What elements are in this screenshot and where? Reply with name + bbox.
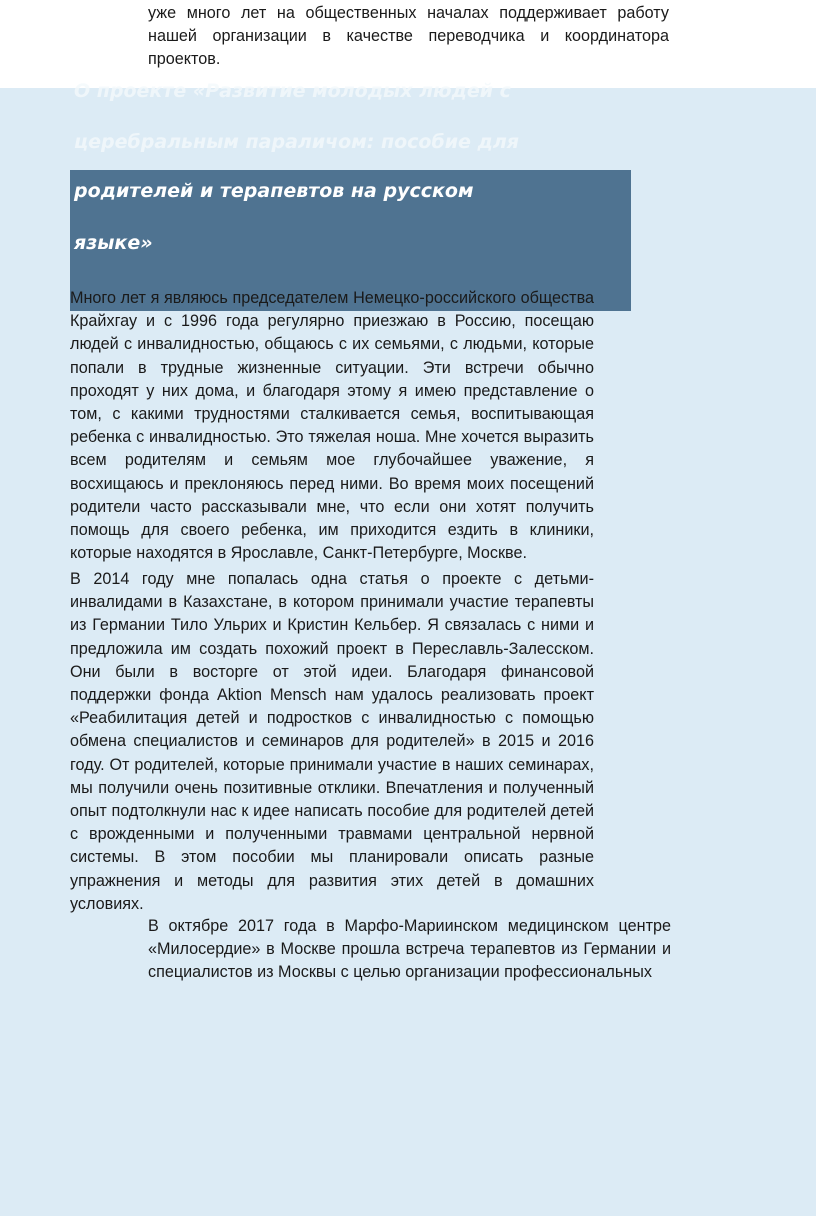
title-line-1: О проекте «Развитие молодых людей с <box>74 80 511 102</box>
title-line-2: церебральным параличом: пособие для <box>74 131 520 153</box>
body-paragraph-3: В октябре 2017 года в Марфо-Мариинском медицинском центре «Милосердие» в Москве прошла встреча терапевтов из Германии и специалистов из Москвы с целью организации профессиональных <box>148 917 671 982</box>
body-paragraph-1: Много лет я являюсь председателем Немецко-российского общества Крайхгау и с 1996 года регулярно приезжаю в Россию, посещаю людей с инвалидностью, общаюсь с их семьями, с людьми, которые попали в трудные жизненные ситуации. Эти встречи обычно проходят у них дома, и благодаря этому я имею представление о том, с какими трудностями сталкивается семья, воспитывающая ребенка с инвалидностью. Это тяжелая ноша. Мне хочется выразить всем родителям и семьям мое глубочайшее уважение, я восхищаюсь и преклоняюсь перед ними. Во время моих посещений родители часто рассказывали мне, что если они хотят получить помощь для своего ребенка, им приходится ездить в клиники, которые находятся в Ярославле, Санкт-Петербурге, Москве. <box>70 289 594 563</box>
title-line-4: языке» <box>74 232 153 254</box>
title-line-3: родителей и терапевтов на русском <box>74 180 474 202</box>
body-paragraph-2: В 2014 году мне попалась одна статья о проекте с детьми-инвалидами в Казахстане, в котором принимали участие терапевты из Германии Тило Ульрих и Кристин Кельбер. Я связалась с ними и предложила им создать похожий проект в Переславль-Залесском. Они были в восторге от этой идеи. Благодаря финансовой поддержки фонда Aktion Mensch нам удалось реализовать проект «Реабилитация детей и подростков с инвалидностью с помощью обмена специалистов и семинаров для родителей» в 2015 и 2016 году. От родителей, которые принимали участие в наших семинарах, мы получили очень позитивные отклики. Впечатления и полученный опыт подтолкнули нас к идее написать пособие для родителей детей с врожденными и полученными травмами центральной нервной системы. В этом пособии мы планировали описать разные упражнения и методы для развития этих детей в домашних условиях. <box>70 570 594 913</box>
intro-paragraph: уже много лет на общественных началах поддерживает работу нашей организации в качестве переводчика и координатора проектов. <box>148 4 669 69</box>
